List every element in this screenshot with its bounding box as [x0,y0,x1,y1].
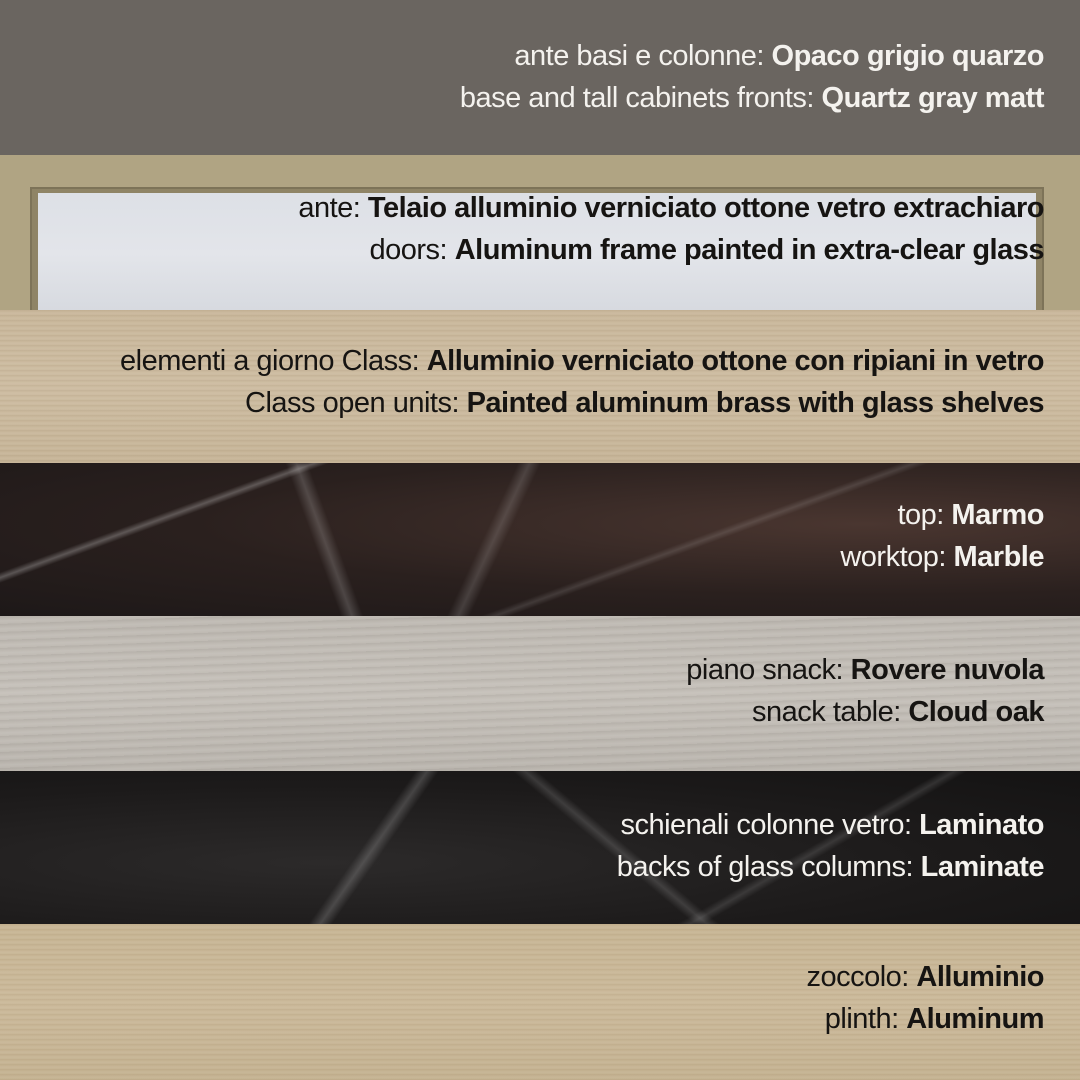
label-value: Aluminum frame painted in extra-clear glass [454,234,1044,266]
label-line-english [806,998,1044,1040]
label-prefix: plinth: [824,1003,907,1035]
label-prefix: doors: [369,234,455,266]
label-prefix: piano snack: [686,654,851,686]
label-line-italian [617,804,1044,846]
label-line-italian [686,649,1044,691]
label-value: Painted aluminum brass with glass shelves [466,387,1044,419]
label-prefix: worktop: [840,541,954,573]
material-band-marble-worktop [0,463,1080,616]
label-value: Marble [953,541,1044,573]
material-label [617,804,1044,888]
label-prefix: Class open units: [245,387,467,419]
material-band-plinth [0,924,1080,1080]
label-line-english [460,77,1044,119]
label-line-english [298,229,1044,271]
label-prefix: backs of glass columns: [616,851,921,883]
label-prefix: base and tall cabinets fronts: [459,82,822,114]
label-line-italian [120,340,1044,382]
material-label [686,649,1044,733]
label-line-italian [806,956,1044,998]
label-line-english [120,382,1044,424]
material-band-open-units [0,310,1080,463]
label-prefix: elementi a giorno Class: [120,345,427,377]
material-band-glass-doors [0,155,1080,310]
label-value: Laminate [920,851,1044,883]
material-label [298,187,1044,271]
label-value: Quartz gray matt [821,82,1044,114]
label-prefix: zoccolo: [806,961,917,993]
label-line-italian [460,35,1044,77]
material-label [120,340,1044,424]
label-line-italian [840,494,1044,536]
label-value: Laminato [919,809,1044,841]
label-prefix: ante basi e colonne: [514,40,772,72]
label-value: Alluminio [916,961,1044,993]
label-line-italian [298,187,1044,229]
label-line-english [617,846,1044,888]
label-prefix: ante: [298,192,368,224]
material-label [460,35,1044,119]
material-band-cloud-oak [0,616,1080,771]
label-prefix: schienali colonne vetro: [620,809,920,841]
label-prefix: snack table: [752,696,909,728]
label-prefix: top: [897,499,952,531]
label-line-english [686,691,1044,733]
label-value: Rovere nuvola [850,654,1044,686]
material-band-quartz-gray [0,0,1080,155]
label-value: Cloud oak [908,696,1044,728]
label-line-english [840,536,1044,578]
label-value: Marmo [951,499,1044,531]
label-value: Opaco grigio quarzo [771,40,1044,72]
material-label [806,956,1044,1040]
label-value: Alluminio verniciato ottone con ripiani in vetro [426,345,1044,377]
material-band-laminate [0,771,1080,924]
label-value: Telaio alluminio verniciato ottone vetro extrachiaro [367,192,1044,224]
material-label [840,494,1044,578]
label-value: Aluminum [906,1003,1044,1035]
